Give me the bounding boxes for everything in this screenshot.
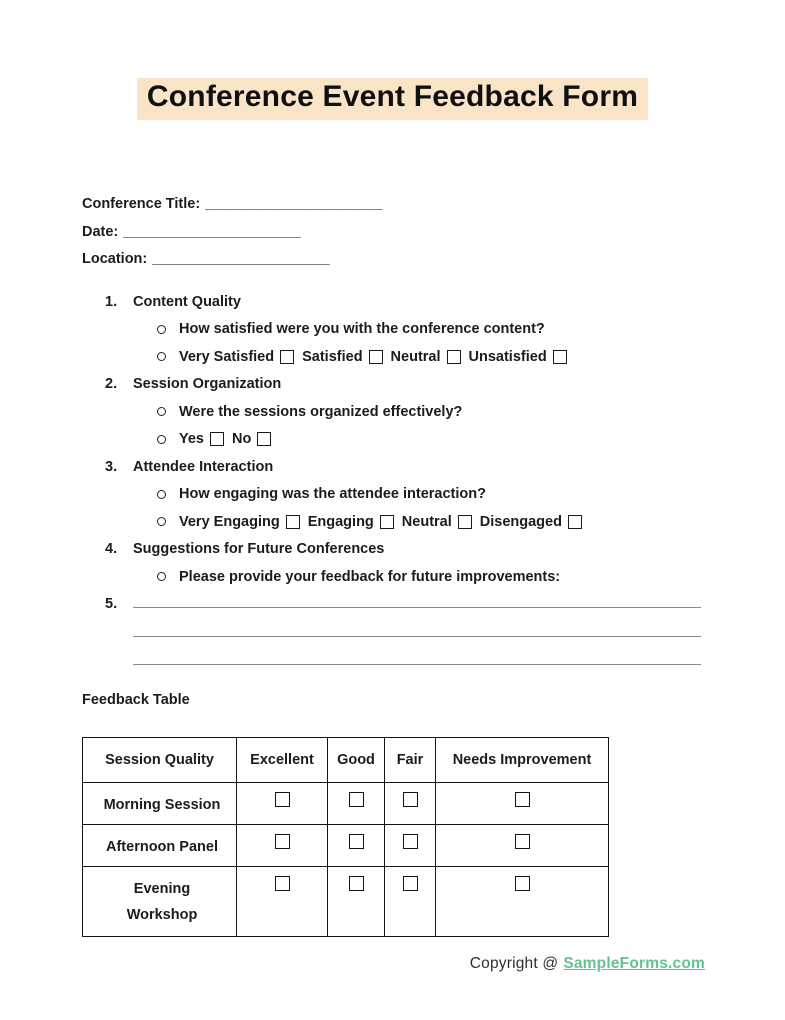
question-title: Attendee Interaction xyxy=(133,458,274,475)
question-2-title xyxy=(0,371,785,399)
feedback-table-heading: Feedback Table xyxy=(82,692,190,708)
question-3-prompt xyxy=(0,481,785,509)
checkbox-icon[interactable] xyxy=(553,350,567,364)
list-number: 1. xyxy=(105,293,118,310)
field-label: Conference Title: xyxy=(82,195,201,212)
question-prompt: Please provide your feedback for future improvements: xyxy=(179,568,561,585)
question-title: Session Organization xyxy=(133,376,282,393)
write-in-area xyxy=(133,591,701,665)
checkbox-icon[interactable] xyxy=(568,515,582,529)
question-title: Suggestions for Future Conferences xyxy=(133,541,385,558)
checkbox-icon[interactable] xyxy=(349,834,364,849)
table-row xyxy=(83,867,609,937)
column-header: Fair xyxy=(385,738,436,783)
copyright-text: Copyright @ xyxy=(469,955,559,972)
column-header: Needs Improvement xyxy=(436,738,609,783)
row-label: Evening Workshop xyxy=(126,881,198,923)
circle-bullet-icon xyxy=(157,352,166,361)
field-label: Date: xyxy=(82,223,119,240)
question-2-options xyxy=(0,426,785,454)
field-date xyxy=(82,218,383,246)
checkbox-icon[interactable] xyxy=(349,876,364,891)
checkbox-icon[interactable] xyxy=(275,834,290,849)
header-fields xyxy=(82,190,383,273)
table-row xyxy=(83,783,609,825)
option-label: Unsatisfied xyxy=(468,348,547,365)
field-conference-title xyxy=(82,190,383,218)
question-prompt: How engaging was the attendee interaction? xyxy=(179,486,486,503)
list-number: 4. xyxy=(105,541,118,558)
list-number: 2. xyxy=(105,376,118,393)
checkbox-icon[interactable] xyxy=(515,834,530,849)
write-in-line[interactable] xyxy=(133,608,701,637)
checkbox-icon[interactable] xyxy=(403,834,418,849)
list-number: 3. xyxy=(105,458,118,475)
fill-in-blank[interactable]: ______________________ xyxy=(123,223,301,240)
checkbox-icon[interactable] xyxy=(458,515,472,529)
page-title: Conference Event Feedback Form xyxy=(137,78,648,120)
question-4-prompt xyxy=(0,563,785,591)
question-title: Content Quality xyxy=(133,293,241,310)
table-row xyxy=(83,825,609,867)
checkbox-icon[interactable] xyxy=(280,350,294,364)
column-header: Good xyxy=(328,738,385,783)
option-label: Neutral xyxy=(401,513,452,530)
question-4-title xyxy=(0,536,785,564)
question-5-write-in xyxy=(0,591,785,665)
questions-list xyxy=(0,288,785,665)
checkbox-icon[interactable] xyxy=(380,515,394,529)
column-header: Excellent xyxy=(237,738,328,783)
write-in-line[interactable] xyxy=(133,637,701,665)
checkbox-icon[interactable] xyxy=(275,792,290,807)
checkbox-icon[interactable] xyxy=(515,876,530,891)
circle-bullet-icon xyxy=(157,572,166,581)
checkbox-icon[interactable] xyxy=(257,432,271,446)
write-in-line[interactable] xyxy=(133,591,701,608)
checkbox-icon[interactable] xyxy=(515,792,530,807)
checkbox-icon[interactable] xyxy=(403,792,418,807)
question-prompt: How satisfied were you with the conference content? xyxy=(179,321,545,338)
option-label: No xyxy=(232,431,252,448)
checkbox-icon[interactable] xyxy=(286,515,300,529)
column-header: Session Quality xyxy=(83,738,237,783)
checkbox-icon[interactable] xyxy=(275,876,290,891)
option-label: Very Engaging xyxy=(179,513,280,530)
fill-in-blank[interactable]: ______________________ xyxy=(205,195,383,212)
title-bar xyxy=(0,78,785,120)
option-label: Very Satisfied xyxy=(179,348,275,365)
circle-bullet-icon xyxy=(157,325,166,334)
checkbox-icon[interactable] xyxy=(210,432,224,446)
option-label: Satisfied xyxy=(302,348,363,365)
fill-in-blank[interactable]: ______________________ xyxy=(152,251,330,268)
question-1-prompt xyxy=(0,316,785,344)
footer xyxy=(470,955,705,973)
field-location xyxy=(82,245,383,273)
question-2-prompt xyxy=(0,398,785,426)
question-1-title xyxy=(0,288,785,316)
option-label: Engaging xyxy=(307,513,374,530)
circle-bullet-icon xyxy=(157,490,166,499)
question-3-title xyxy=(0,453,785,481)
checkbox-icon[interactable] xyxy=(369,350,383,364)
row-label: Morning Session xyxy=(103,797,221,813)
option-label: Neutral xyxy=(390,348,441,365)
checkbox-icon[interactable] xyxy=(349,792,364,807)
row-label: Afternoon Panel xyxy=(106,839,218,855)
question-prompt: Were the sessions organized effectively? xyxy=(179,403,463,420)
checkbox-icon[interactable] xyxy=(403,876,418,891)
circle-bullet-icon xyxy=(157,407,166,416)
sampleforms-link[interactable]: SampleForms.com xyxy=(563,955,705,972)
table-header-row xyxy=(83,738,609,783)
question-1-options xyxy=(0,343,785,371)
circle-bullet-icon xyxy=(157,517,166,526)
field-label: Location: xyxy=(82,251,148,268)
option-label: Disengaged xyxy=(479,513,562,530)
circle-bullet-icon xyxy=(157,435,166,444)
feedback-table xyxy=(82,737,609,937)
checkbox-icon[interactable] xyxy=(447,350,461,364)
list-number: 5. xyxy=(105,595,118,612)
question-3-options xyxy=(0,508,785,536)
option-label: Yes xyxy=(179,431,204,448)
